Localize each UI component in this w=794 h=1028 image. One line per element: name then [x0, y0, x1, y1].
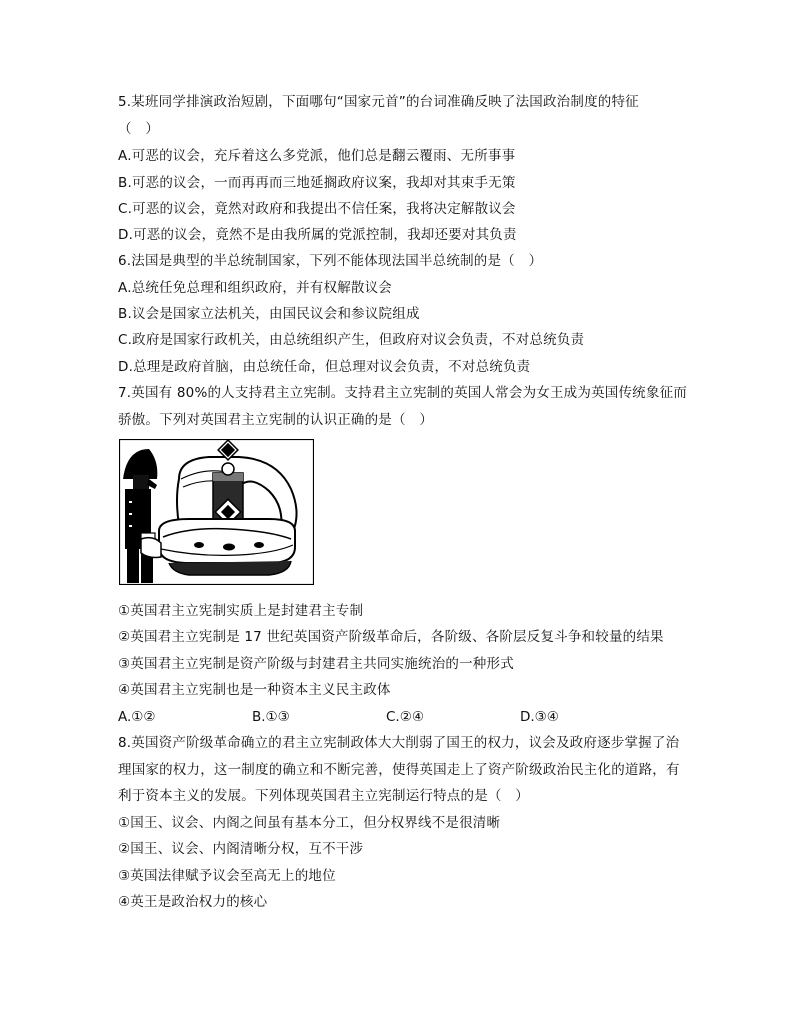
q5-option-a: A.可恶的议会，充斥着这么多党派，他们总是翻云覆雨、无所事事: [118, 148, 516, 164]
q7-stem: 7.英国有 80%的人支持君主立宪制。支持君主立宪制的英国人常会为女王成为英国传统象征而: [118, 385, 687, 401]
q6-option-d: D.总理是政府首脑，由总统任命，但总理对议会负责，不对总统负责: [118, 359, 531, 375]
q5-option-b: B.可恶的议会，一而再再而三地延搁政府议案，我却对其束手无策: [118, 175, 516, 191]
q7-option-d: D.③④: [520, 709, 559, 725]
q5-option-c: C.可恶的议会，竟然对政府和我提出不信任案，我将决定解散议会: [118, 201, 516, 217]
q8-statement-3: ③英国法律赋予议会至高无上的地位: [118, 868, 336, 884]
q6-stem: 6.法国是典型的半总统制国家，下列不能体现法国半总统制的是（ ）: [118, 253, 543, 269]
q5-option-d: D.可恶的议会，竟然不是由我所属的党派控制，我却还要对其负责: [118, 227, 517, 243]
q8-statement-1: ①国王、议会、内阁之间虽有基本分工，但分权界线不是很清晰: [118, 815, 501, 831]
q7-statement-3: ③英国君主立宪制是资产阶级与封建君主共同实施统治的一种形式: [118, 656, 514, 672]
q7-statement-4: ④英国君主立宪制也是一种资本主义民主政体: [118, 682, 391, 698]
q8-statement-4: ④英王是政治权力的核心: [118, 894, 268, 910]
q7-option-a: A.①②: [118, 709, 156, 725]
q7-options-row: [118, 708, 598, 726]
q6-option-a: A.总统任免总理和组织政府，并有权解散议会: [118, 280, 392, 296]
q8-stem-cont-2: 利于资本主义的发展。下列体现英国君主立宪制运行特点的是（ ）: [118, 788, 529, 804]
q7-option-c: C.②④: [386, 709, 424, 725]
q6-option-b: B.议会是国家立法机关，由国民议会和参议院组成: [118, 306, 420, 322]
q7-stem-cont: 骄傲。下列对英国君主立宪制的认识正确的是（ ）: [118, 412, 434, 428]
q7-option-b: B.①③: [252, 709, 290, 725]
q8-statement-2: ②国王、议会、内阁清晰分权，互不干涉: [118, 841, 364, 857]
cartoon-image: [119, 439, 314, 585]
q8-stem: 8.英国资产阶级革命确立的君主立宪制政体大大削弱了国王的权力，议会及政府逐步掌握了治: [118, 735, 680, 751]
q7-statement-2: ②英国君主立宪制是 17 世纪英国资产阶级革命后，各阶级、各阶层反复斗争和较量的结果: [118, 629, 664, 645]
q5-stem: 5.某班同学排演政治短剧，下面哪句“国家元首”的台词准确反映了法国政治制度的特征: [118, 94, 639, 110]
q7-statement-1: ①英国君主立宪制实质上是封建君主专制: [118, 603, 364, 619]
q8-stem-cont-1: 理国家的权力，这一制度的确立和不断完善，使得英国走上了资产阶级政治民主化的道路，有: [118, 762, 680, 778]
guard-and-crown-cartoon: [119, 439, 314, 585]
q5-stem-bracket: （ ）: [118, 121, 160, 137]
q6-option-c: C.政府是国家行政机关，由总统组织产生，但政府对议会负责，不对总统负责: [118, 332, 585, 348]
